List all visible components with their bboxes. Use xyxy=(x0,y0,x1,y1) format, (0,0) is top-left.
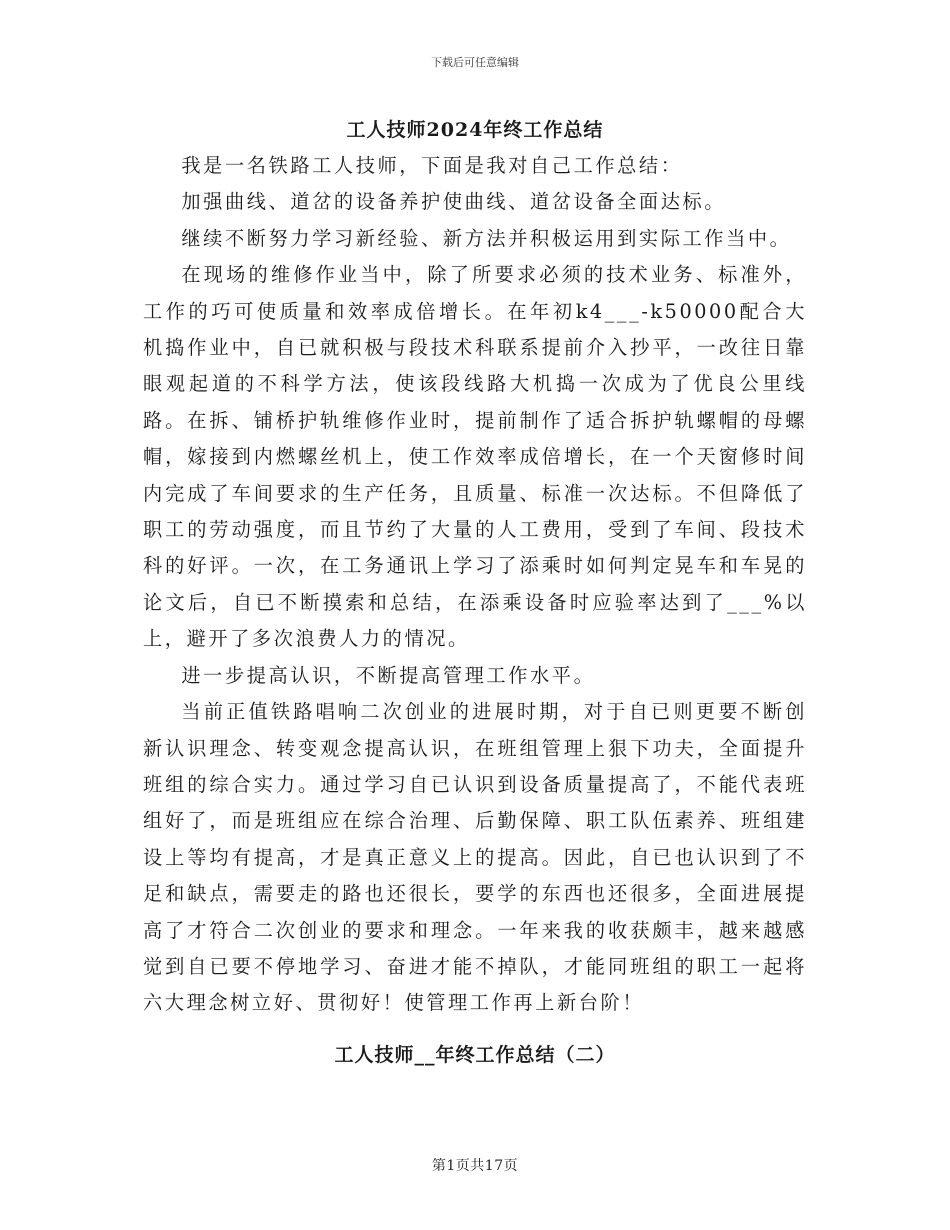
paragraph-point-1: 加强曲线、道岔的设备养护使曲线、道岔设备全面达标。 xyxy=(181,190,727,214)
paragraph-point-3: 进一步提高认识，不断提高管理工作水平。 xyxy=(181,663,596,687)
paragraph-intro: 我是一名铁路工人技师，下面是我对自己工作总结： xyxy=(181,154,683,177)
paragraph-management: 当前正值铁路唱响二次创业的进展时期，对于自已则更要不断创新认识理念、转变观念提高认识，在班组管理上狠下功夫，全面提升班组的综合实力。通过学习自已认识到设备质量提高了，不能代表班组好了，而是班组应在综合治理、后勤保障、职工队伍素养、班组建设上等均有提高，才是真正意义上的提高。因此，自已也认识到了不足和缺点，需要走的路也还很长，要学的东西也还很多，全面进展提高了才符合二次创业的要求和理念。一年来我的收获颇丰，越来越感觉到自已要不停地学习、奋进才能不掉队，才能同班组的职工一起将六大理念树立好、贯彻好！使管理工作再上新台阶！ xyxy=(143,700,807,1015)
document-body xyxy=(143,148,807,1022)
page-number: 第1页共17页 xyxy=(431,1158,519,1174)
paragraph-point-2: 继续不断努力学习新经验、新方法并积极运用到实际工作当中。 xyxy=(181,226,792,250)
section-subtitle: 工人技师__年终工作总结（二） xyxy=(334,1044,616,1066)
document-title: 工人技师2024年终工作总结 xyxy=(346,119,604,141)
header-note: 下载后可任意编辑 xyxy=(431,56,519,69)
paragraph-maintenance-work: 在现场的维修作业当中，除了所要求必须的技术业务、标准外，工作的巧可使质量和效率成倍增长。在年初k4___-k50000配合大机捣作业中，自已就积极与段技术科联系提前介入抄平，一改往日靠眼观起道的不科学方法，使该段线路大机捣一次成为了优良公里线路。在拆、铺桥护轨维修作业时，提前制作了适合拆护轨螺帽的母螺帽，嫁接到内燃螺丝机上，使工作效率成倍增长，在一个天窗修时间内完成了车间要求的生产任务，且质量、标准一次达标。不但降低了职工的劳动强度，而且节约了大量的人工费用，受到了车间、段技术科的好评。一次，在工务通讯上学习了添乘时如何判定晃车和车晃的论文后，自已不断摸索和总结，在添乘设备时应验率达到了___%以上，避开了多次浪费人力的情况。 xyxy=(143,263,807,651)
